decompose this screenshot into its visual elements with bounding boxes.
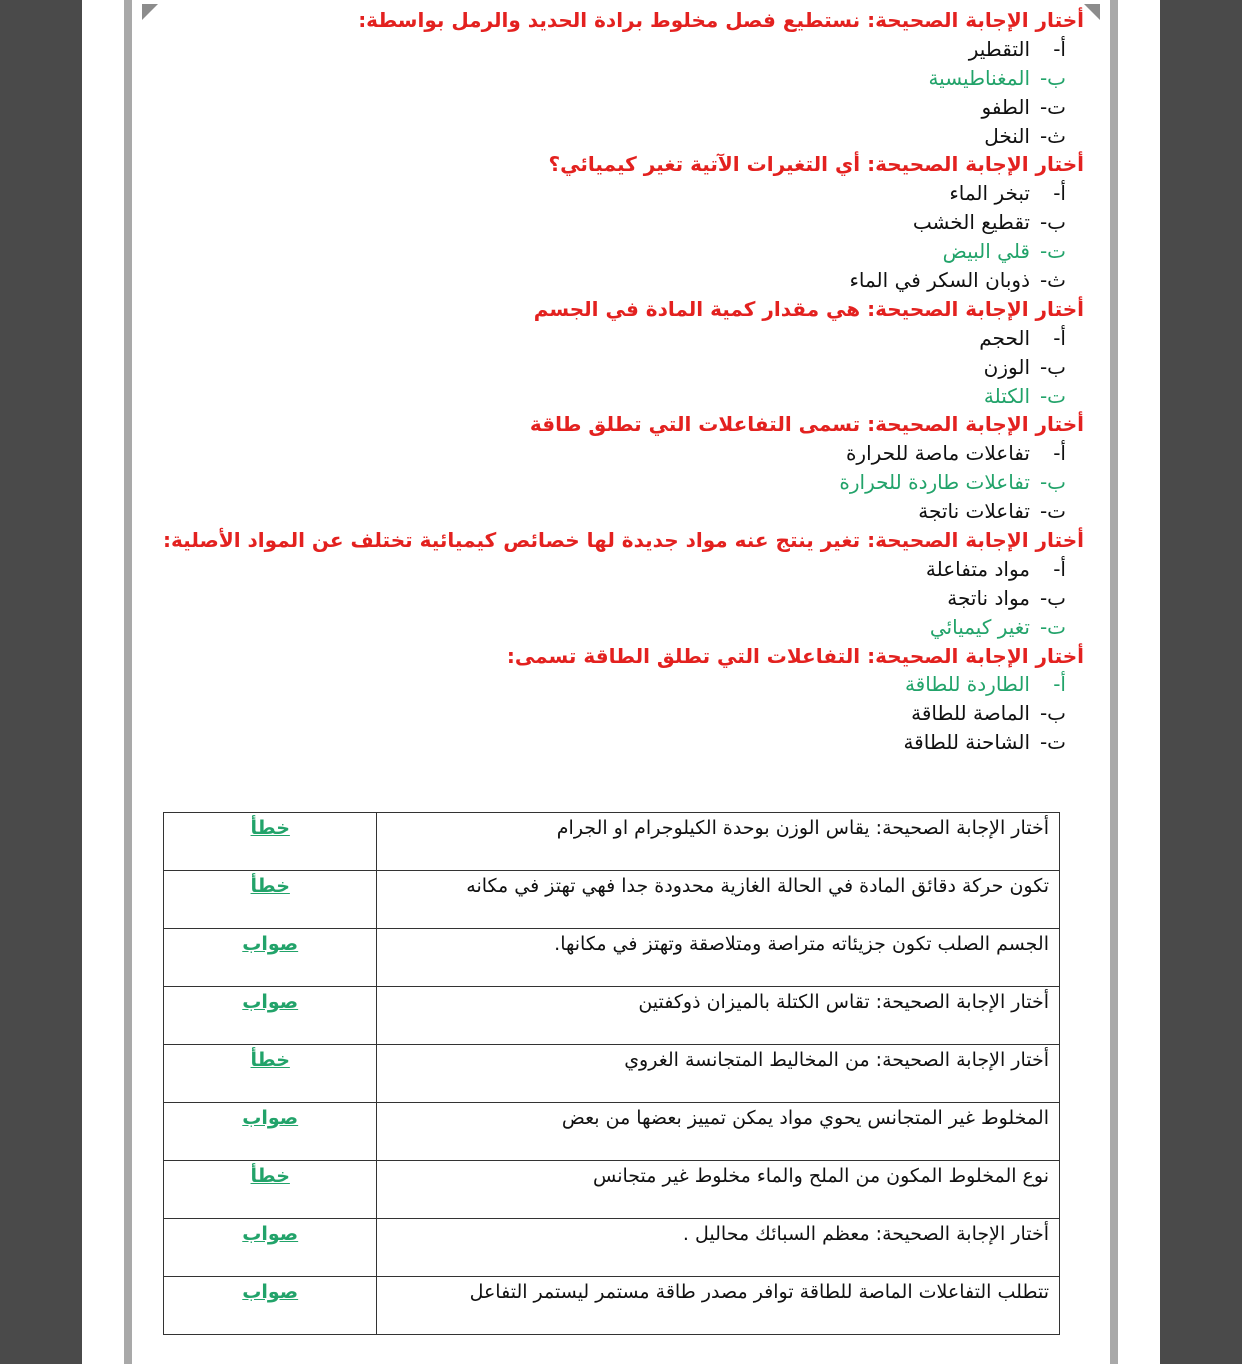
statement-cell: أختار الإجابة الصحيحة: من المخاليط المتجانسة الغروي (377, 1045, 1060, 1103)
option-text: قلي البيض (942, 239, 1030, 264)
question-6: أختار الإجابة الصحيحة: التفاعلات التي تطلق الطاقة تسمى: (506, 643, 1084, 668)
page-corner-left (142, 4, 158, 20)
option-letter: ب- (1039, 470, 1066, 495)
option-letter: أ- (1053, 36, 1066, 61)
answer-cell (164, 871, 377, 929)
option-text: ذوبان السكر في الماء (849, 268, 1030, 293)
answer-option (164, 122, 1084, 151)
question-4: أختار الإجابة الصحيحة: تسمى التفاعلات التي تطلق طاقة (529, 412, 1084, 437)
option-letter: أ- (1053, 556, 1066, 581)
page-corner-right (1084, 4, 1100, 20)
answer-label: صواب (242, 1107, 299, 1129)
answer-label: خطأ (250, 817, 290, 839)
true-false-table (163, 812, 1060, 1335)
question-1: أختار الإجابة الصحيحة: نستطيع فصل مخلوط برادة الحديد والرمل بواسطة: (358, 8, 1084, 32)
statement-cell: أختار الإجابة الصحيحة: تقاس الكتلة بالميزان ذوكفتين (377, 987, 1060, 1045)
answer-cell (164, 813, 377, 871)
answer-label: خطأ (250, 875, 290, 897)
table-row (164, 929, 1060, 987)
option-text: الماصة للطاقة (911, 701, 1030, 726)
option-text: الحجم (979, 325, 1030, 350)
answer-cell (164, 1219, 377, 1277)
option-text: تقطيع الخشب (912, 210, 1030, 235)
table-row (164, 1277, 1060, 1335)
option-text: مواد ناتجة (947, 585, 1030, 610)
table-row (164, 1103, 1060, 1161)
answer-option (164, 208, 1084, 237)
table-row (164, 1219, 1060, 1277)
answer-cell (164, 1277, 377, 1335)
option-text: تفاعلات ماصة للحرارة (845, 441, 1030, 466)
table-row (164, 813, 1060, 871)
option-letter: ت- (1039, 730, 1066, 755)
statement-cell: أختار الإجابة الصحيحة: معظم السبائك محاليل . (377, 1219, 1060, 1277)
answer-label: خطأ (250, 1165, 290, 1187)
answer-label: صواب (242, 933, 299, 955)
option-text: مواد متفاعلة (925, 556, 1030, 581)
option-text: الوزن (983, 354, 1030, 379)
correct-option (164, 64, 1084, 93)
option-letter: ت- (1039, 499, 1066, 524)
answer-option (164, 699, 1084, 728)
option-letter: ث- (1039, 123, 1066, 148)
answer-option (164, 93, 1084, 122)
answer-option (164, 353, 1084, 382)
answer-label: صواب (242, 1223, 299, 1245)
answer-option (164, 179, 1084, 208)
option-text: النخل (984, 123, 1030, 148)
table-row (164, 1045, 1060, 1103)
answer-cell (164, 1161, 377, 1219)
table-row (164, 871, 1060, 929)
correct-option (164, 237, 1084, 266)
option-text: الشاحنة للطاقة (903, 730, 1030, 755)
option-letter: ت- (1039, 383, 1066, 408)
option-text: تبخر الماء (949, 181, 1030, 206)
option-letter: أ- (1053, 181, 1066, 206)
option-letter: ث- (1039, 268, 1066, 293)
answer-cell (164, 987, 377, 1045)
answer-label: خطأ (250, 1049, 290, 1071)
option-letter: ب- (1039, 65, 1066, 90)
answer-option (164, 497, 1084, 526)
statement-cell: تتطلب التفاعلات الماصة للطاقة توافر مصدر طاقة مستمر ليستمر التفاعل (377, 1277, 1060, 1335)
table-row (164, 1161, 1060, 1219)
answer-cell (164, 1103, 377, 1161)
correct-option (164, 613, 1084, 642)
question-5: أختار الإجابة الصحيحة: تغير ينتج عنه مواد جديدة لها خصائص كيميائية تختلف عن المواد الأصلية: (163, 528, 1084, 553)
multiple-choice-section (164, 6, 1084, 757)
answer-option (164, 728, 1084, 757)
option-letter: ب- (1039, 585, 1066, 610)
statement-cell: المخلوط غير المتجانس يحوي مواد يمكن تمييز بعضها من بعض (377, 1103, 1060, 1161)
table-row (164, 987, 1060, 1045)
correct-option (164, 468, 1084, 497)
answer-label: صواب (242, 1281, 299, 1303)
answer-cell (164, 929, 377, 987)
option-letter: ت- (1039, 94, 1066, 119)
option-text: تغير كيميائي (929, 614, 1030, 639)
answer-option (164, 35, 1084, 64)
option-text: الطفو (981, 94, 1030, 119)
option-letter: ب- (1039, 701, 1066, 726)
page-edge-left (124, 0, 132, 1364)
option-text: الطاردة للطاقة (904, 672, 1030, 697)
correct-option (164, 670, 1084, 699)
option-text: تفاعلات ناتجة (918, 499, 1030, 524)
option-letter: ت- (1039, 239, 1066, 264)
answer-option (164, 266, 1084, 295)
option-letter: أ- (1053, 325, 1066, 350)
answer-option (164, 584, 1084, 613)
statement-cell: تكون حركة دقائق المادة في الحالة الغازية محدودة جدا فهي تهتز في مكانه (377, 871, 1060, 929)
answer-label: صواب (242, 991, 299, 1013)
statement-cell: أختار الإجابة الصحيحة: يقاس الوزن بوحدة الكيلوجرام او الجرام (377, 813, 1060, 871)
question-2: أختار الإجابة الصحيحة: أي التغيرات الآتية تغير كيميائي؟ (548, 152, 1084, 177)
question-3: أختار الإجابة الصحيحة: هي مقدار كمية المادة في الجسم (533, 296, 1084, 321)
answer-option (164, 439, 1084, 468)
correct-option (164, 382, 1084, 411)
option-text: المغناطيسية (928, 65, 1030, 90)
statement-cell: نوع المخلوط المكون من الملح والماء مخلوط غير متجانس (377, 1161, 1060, 1219)
option-letter: ت- (1039, 614, 1066, 639)
answer-option (164, 555, 1084, 584)
option-text: التقطير (968, 36, 1030, 61)
option-text: الكتلة (983, 383, 1030, 408)
page-edge-right (1110, 0, 1118, 1364)
statement-cell: الجسم الصلب تكون جزيئاته متراصة ومتلاصقة وتهتز في مكانها. (377, 929, 1060, 987)
answer-option (164, 324, 1084, 353)
option-letter: أ- (1053, 441, 1066, 466)
option-letter: ب- (1039, 210, 1066, 235)
answer-cell (164, 1045, 377, 1103)
option-text: تفاعلات طاردة للحرارة (839, 470, 1030, 495)
option-letter: أ- (1053, 672, 1066, 697)
option-letter: ب- (1039, 354, 1066, 379)
